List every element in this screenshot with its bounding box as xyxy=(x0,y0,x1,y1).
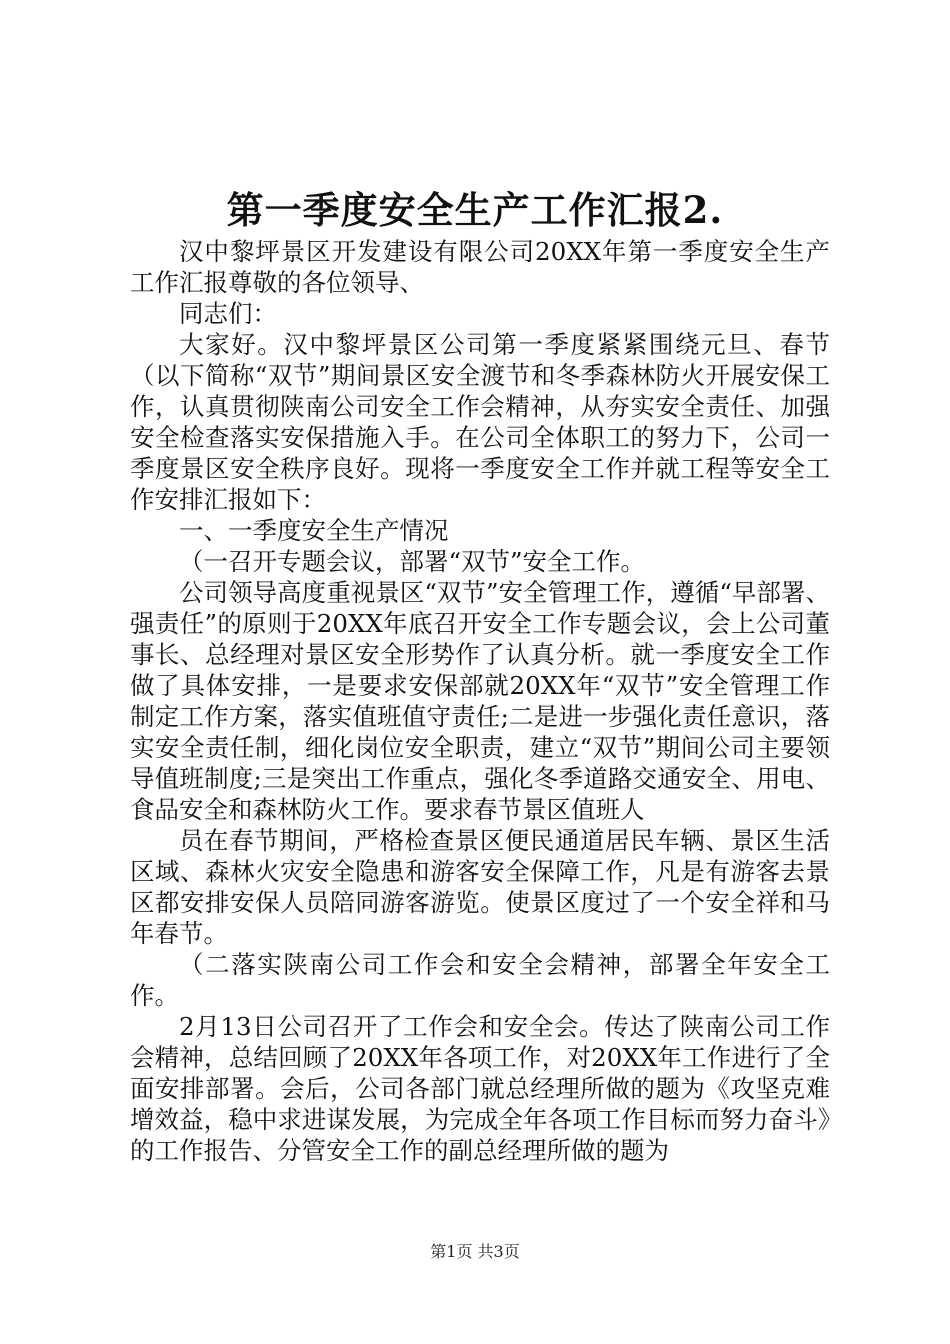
page-number: 第1页 共3页 xyxy=(430,1242,520,1261)
paragraph-feb-meeting: 2月13日公司召开了工作会和安全会。传达了陕南公司工作会精神，总结回顾了20XX年各项工作，对20XX年工作进行了全面安排部署。会后，公司各部门就总经理所做的题为《攻坚克难增效益，稳中求进谋发展，为完成全年各项工作目标而努力奋斗》的工作报告、分管安全工作的副总经理所做的题为 xyxy=(130,1012,830,1165)
paragraph-heading-line: 汉中黎坪景区开发建设有限公司20XX年第一季度安全生产工作汇报尊敬的各位领导、 xyxy=(130,237,830,297)
paragraph-spring-festival: 员在春节期间，严格检查景区便民通道居民车辆、景区生活区域、森林火灾安全隐患和游客安全保障工作，凡是有游客去景区都安排安保人员陪同游客游览。使景区度过了一个安全祥和马年春节。 xyxy=(130,826,830,948)
subsection-heading-1: （一召开专题会议，部署“双节”安全工作。 xyxy=(179,547,646,576)
section-heading-1: 一、一季度安全生产情况 xyxy=(179,516,449,545)
paragraph-greeting: 同志们： xyxy=(179,299,277,328)
paragraph-intro: 大家好。汉中黎坪景区公司第一季度紧紧围绕元旦、春节（以下简称“双节”期间景区安全渡节和冬季森林防火开展安保工作，认真贯彻陕南公司安全工作会精神，从夯实安全责任、加强安全检查落实安保措施入手。在公司全体职工的努力下，公司一季度景区安全秩序良好。现将一季度安全工作并就工程等安全工作安排汇报如下： xyxy=(130,330,830,514)
document-body xyxy=(130,236,830,1166)
paragraph-meeting: 公司领导高度重视景区“双节”安全管理工作，遵循“早部署、强责任”的原则于20XX年底召开安全工作专题会议，会上公司董事长、总经理对景区安全形势作了认真分析。就一季度安全工作做了具体安排，一是要求安保部就20XX年“双节”安全管理工作制定工作方案，落实值班值守责任;二是进一步强化责任意识，落实安全责任制，细化岗位安全职责，建立“双节”期间公司主要领导值班制度;三是突出工作重点，强化冬季道路交通安全、用电、食品安全和森林防火工作。要求春节景区值班人 xyxy=(130,578,830,824)
document-title: 第一季度安全生产工作汇报2. xyxy=(226,188,724,232)
subsection-heading-2: （二落实陕南公司工作会和安全会精神，部署全年安全工作。 xyxy=(130,950,830,1010)
